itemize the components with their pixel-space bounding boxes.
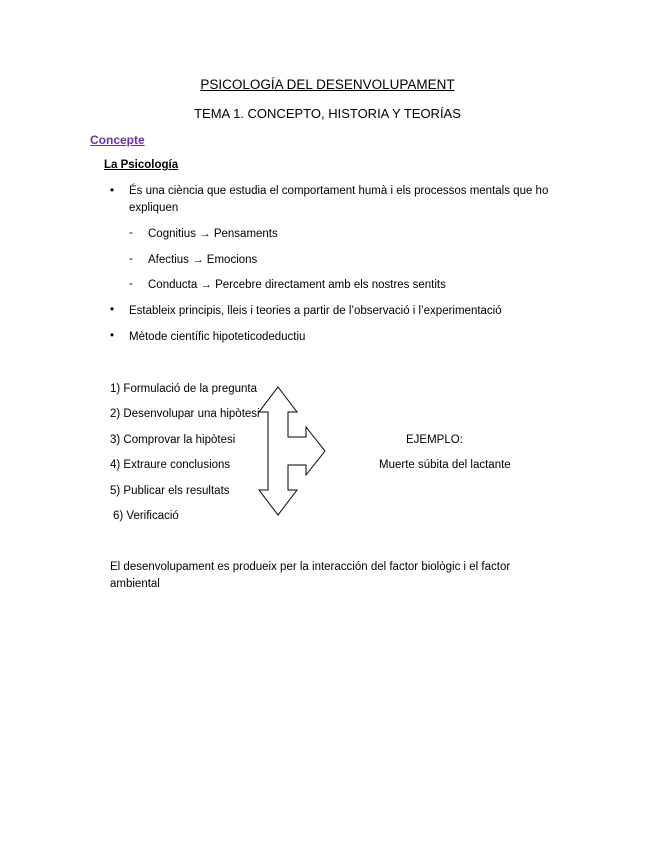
bullet-item: Estableix principis, lleis i teories a partir de l’observació i l’experimentació <box>129 305 502 317</box>
dash-marker: - <box>129 227 133 239</box>
document-subtitle: TEMA 1. CONCEPTO, HISTORIA Y TEORÍAS <box>194 106 461 121</box>
dash-marker: - <box>129 253 133 265</box>
example-text: Muerte súbita del lactante <box>379 459 511 471</box>
dash-marker: - <box>129 278 133 290</box>
step-item: 3) Comprovar la hipòtesi <box>110 434 236 446</box>
bullet-marker: • <box>110 330 115 342</box>
bullet-marker: • <box>110 304 115 316</box>
double-arrow-icon <box>255 385 330 517</box>
bullet-item: És una ciència que estudia el comportament humà i els processos mentals que ho expliquen <box>129 185 549 214</box>
example-label: EJEMPLO: <box>406 434 463 446</box>
sub-item: Conducta → Percebre directament amb els nostres sentits <box>148 279 446 291</box>
conclusion-paragraph: El desenvolupament es produeix per la interacción del factor biològic i el factor ambiental <box>110 561 511 590</box>
document-title: PSICOLOGÍA DEL DESENVOLUPAMENT <box>200 77 455 92</box>
step-item: 2) Desenvolupar una hipòtesi <box>110 408 260 420</box>
step-item: 5) Publicar els resultats <box>110 485 230 497</box>
sub-item: Cognitius → Pensaments <box>148 228 278 240</box>
step-item: 4) Extraure conclusions <box>110 459 231 471</box>
bullet-item: Mètode científic hipoteticodeductiu <box>129 331 306 343</box>
step-item: 6) Verificació <box>113 510 179 522</box>
sub-item: Afectius → Emocions <box>148 254 258 266</box>
bullet-marker: • <box>110 185 115 197</box>
step-item: 1) Formulació de la pregunta <box>110 383 258 395</box>
section-heading: La Psicología <box>104 159 179 171</box>
section-link-concepte[interactable]: Concepte <box>90 133 145 147</box>
